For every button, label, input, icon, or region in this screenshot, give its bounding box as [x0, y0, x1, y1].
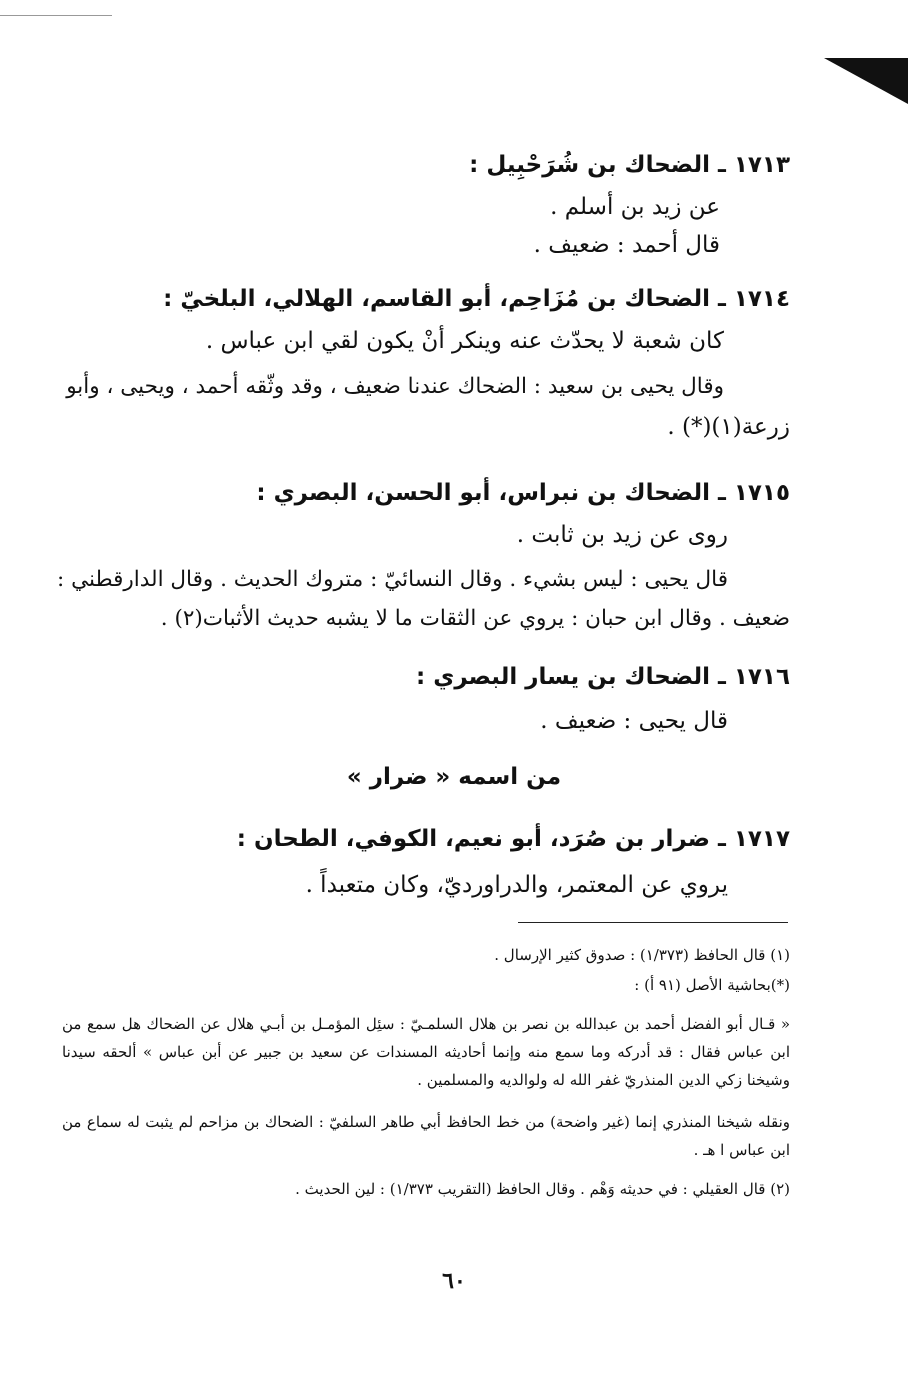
- footnote-star-quote: « قـال أبو الفضل أحمد بن عبدالله بن نصر بن هلال السلمـيّ : سئِل المؤمـل بن أبـي هلال عن الضحاك هل سمع من ابن عباس فقال : قد أدركه وما سمع منه وإنما أحاديثه المسندات عن سعيد بن جبير عن أبن عباس » ألحقه سيدنا وشيخنا زكي الدين المنذريّ غفر الله له ولوالديه والمسلمين .: [62, 1015, 790, 1089]
- footnote-star: (*)بحاشية الأصل (٩١ أ) :: [634, 976, 790, 994]
- entry-1716-line-1: قال يحيى : ضعيف .: [540, 708, 728, 734]
- entry-1715-line-3: ضعيف . وقال ابن حبان : يروي عن الثقات ما لا يشبه حديث الأثبات(٢) .: [160, 606, 790, 631]
- entry-1714-line-3: زرعة(١)(*) .: [667, 414, 790, 440]
- entry-1714-line-2: وقال يحيى بن سعيد : الضحاك عندنا ضعيف ، وقد وثّقه أحمد ، ويحيى ، وأبو: [66, 374, 724, 399]
- page-number: ٦٠: [442, 1268, 466, 1294]
- footnote-1: (١) قال الحافظ (١/٣٧٣) : صدوق كثير الإرسال .: [494, 946, 790, 964]
- entry-1715-heading: ١٧١٥ ـ الضحاك بن نبراس، أبو الحسن، البصري :: [256, 480, 790, 506]
- entry-1714-line-1: كان شعبة لا يحدّث عنه وينكر أنْ يكون لقي ابن عباس .: [205, 328, 724, 354]
- entry-1713-line-1: عن زيد بن أسلم .: [550, 194, 720, 220]
- footnote-star-note: ونقله شيخنا المنذري إنما (غير واضحة) من خط الحافظ أبي طاهر السلفيّ : الضحاك بن مزاحم لم يثبت له سماع من ابن عباس ا هـ .: [62, 1113, 790, 1159]
- footnote-separator: [518, 922, 788, 923]
- entry-1717-heading: ١٧١٧ ـ ضرار بن صُرَد، أبو نعيم، الكوفي، الطحان :: [236, 826, 790, 852]
- entry-1715-line-1: روى عن زيد بن ثابت .: [516, 522, 728, 548]
- page-corner-mark: [824, 58, 908, 104]
- entry-1713-heading: ١٧١٣ ـ الضحاك بن شُرَحْبِيل :: [469, 152, 790, 178]
- entry-1714-heading: ١٧١٤ ـ الضحاك بن مُزَاحِم، أبو القاسم، الهلالي، البلخيّ :: [163, 286, 790, 312]
- entry-1715-line-2: قال يحيى : ليس بشيء . وقال النسائيّ : متروك الحديث . وقال الدارقطني :: [57, 567, 728, 592]
- section-heading: من اسمه « ضرار »: [346, 764, 562, 790]
- footnote-2: (٢) قال العقيلي : في حديثه وَهْم . وقال الحافظ (التقريب ١/٣٧٣) : لين الحديث .: [295, 1180, 790, 1198]
- entry-1717-line-1: يروي عن المعتمر، والدراورديّ، وكان متعبداً .: [305, 872, 728, 898]
- entry-1716-heading: ١٧١٦ ـ الضحاك بن يسار البصري :: [416, 664, 790, 690]
- entry-1713-line-2: قال أحمد : ضعيف .: [533, 232, 720, 258]
- top-margin-line: [0, 15, 112, 16]
